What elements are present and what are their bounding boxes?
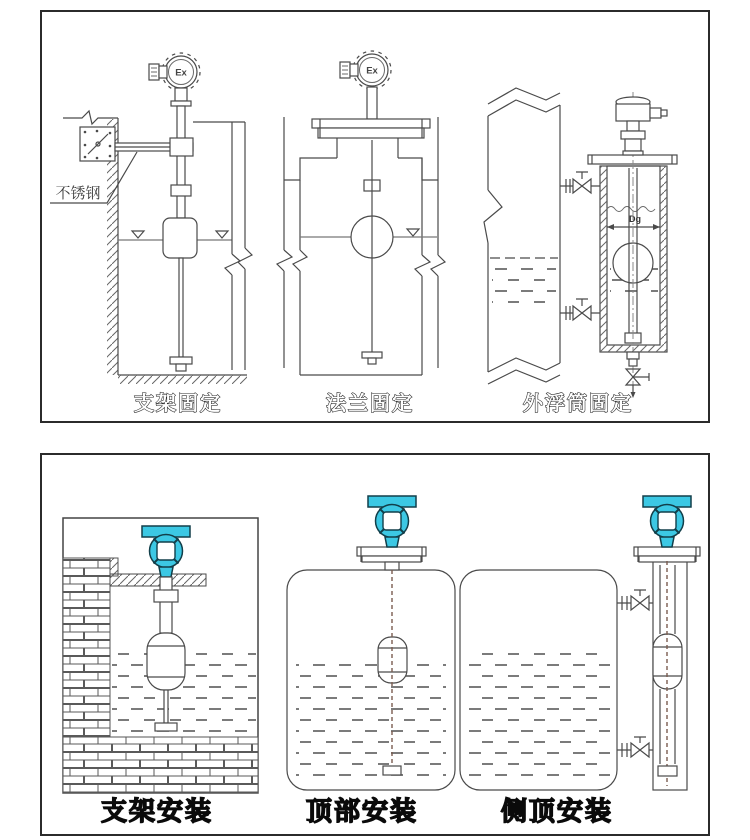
brick-wall bbox=[63, 558, 110, 737]
caption-bracket-installation: 支架安装 bbox=[100, 796, 214, 826]
pipe-union bbox=[171, 185, 191, 196]
float-body bbox=[163, 218, 197, 258]
float-body bbox=[147, 633, 185, 690]
guide-pipe bbox=[160, 577, 172, 633]
wall-step bbox=[110, 558, 118, 576]
caption-top-installation: 顶部安装 bbox=[305, 796, 419, 826]
tank-liquid bbox=[492, 262, 556, 308]
ex-marking: Ex bbox=[175, 67, 187, 79]
caption-bracket-fixing: 支架固定 bbox=[134, 393, 222, 415]
stop-collar bbox=[155, 723, 177, 731]
tank-liquid bbox=[468, 650, 610, 783]
stop-collar bbox=[362, 352, 382, 358]
caption-flange-fixing: 法兰固定 bbox=[326, 393, 414, 415]
cable-entry bbox=[650, 108, 661, 118]
stop-collar bbox=[658, 766, 677, 776]
stop-collar bbox=[383, 766, 401, 775]
diameter-label: Dg bbox=[629, 214, 641, 224]
brick-floor bbox=[63, 737, 258, 793]
ground-hatching bbox=[118, 375, 247, 384]
support-bracket bbox=[110, 574, 206, 586]
display-window bbox=[658, 512, 676, 530]
mounting-flange bbox=[312, 119, 430, 138]
ex-marking: Ex bbox=[366, 65, 378, 77]
display-window bbox=[157, 542, 175, 560]
stainless-steel-label: 不锈钢 bbox=[55, 185, 101, 202]
bottom-panel-installation-methods bbox=[41, 454, 709, 835]
display-window bbox=[383, 512, 401, 530]
top-panel-fixing-methods bbox=[41, 11, 709, 422]
drawing-bracket-installation bbox=[63, 518, 258, 826]
guide-pipe bbox=[177, 106, 185, 218]
tank-liquid bbox=[296, 656, 446, 783]
pipe-union bbox=[154, 590, 178, 602]
stop-collar bbox=[170, 357, 192, 364]
mounting-flange bbox=[634, 547, 700, 562]
pipe-clamp bbox=[170, 138, 193, 156]
caption-side-top-installation: 侧顶安装 bbox=[500, 796, 614, 826]
mounting-plate bbox=[80, 127, 115, 161]
caption-external-chamber-fixing: 外浮筒固定 bbox=[523, 393, 633, 415]
